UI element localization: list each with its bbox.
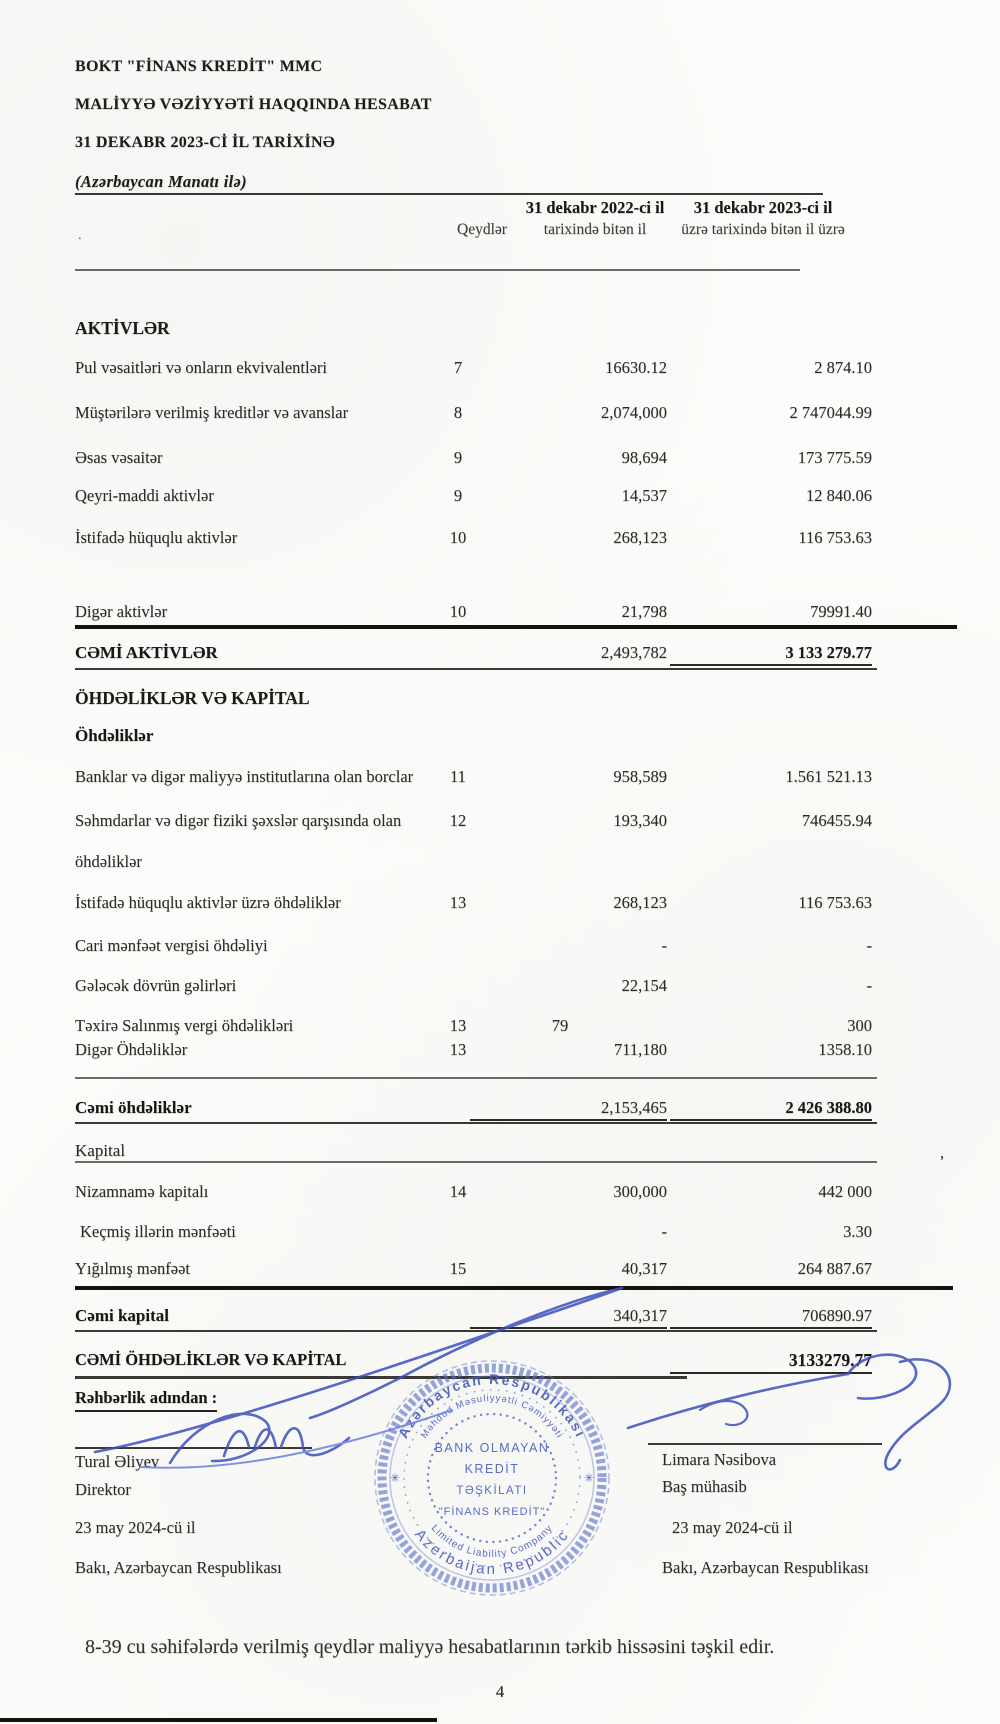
row-note: 9 — [453, 448, 463, 467]
right-signer-title: Baş mühasib — [662, 1477, 747, 1496]
table-row-total-liabilities — [0, 1098, 1000, 1122]
row-note: 15 — [449, 1259, 467, 1278]
col-header-2022-line1: 31 dekabr 2022-ci il — [525, 198, 665, 217]
row-value-2023: 2 426 388.80 — [670, 1098, 872, 1121]
row-note: 10 — [449, 602, 467, 621]
currency-note: (Azərbaycan Manatı ilə) — [75, 172, 247, 191]
stray-comma-mark: , — [940, 1143, 945, 1162]
row-note: 9 — [453, 486, 463, 505]
table-row — [0, 1222, 1000, 1246]
management-label: Rəhbərlik adından : — [75, 1388, 217, 1412]
row-value-2022: 40,317 — [621, 1259, 667, 1278]
left-signer-name: Tural Əliyev — [75, 1452, 160, 1471]
stray-dot-mark: . — [78, 228, 82, 243]
row-value-2022: 2,074,000 — [601, 403, 667, 422]
row-value-2023: - — [866, 936, 872, 955]
col-header-notes: Qeydlər — [457, 221, 507, 238]
row-label: İstifadə hüquqlu aktivlər üzrə öhdəliklər — [75, 893, 341, 912]
table-row — [0, 1259, 1000, 1283]
table-row — [0, 448, 1000, 472]
left-signature-place: Bakı, Azərbaycan Respublikası — [75, 1558, 282, 1577]
row-label: Nizamnamə kapitalı — [75, 1182, 209, 1201]
section-label: AKTİVLƏR — [75, 318, 170, 338]
row-note: 14 — [449, 1182, 467, 1201]
total-equity-top-rule — [75, 1286, 953, 1290]
table-row — [0, 1016, 1000, 1040]
row-value-2023: 442 000 — [818, 1182, 872, 1201]
col-header-2022-line2: tarixində bitən il — [543, 221, 647, 238]
table-row — [0, 1040, 1000, 1064]
subsection-label: Öhdəliklər — [75, 726, 154, 745]
col-header-2023-line2: üzrə tarixində bitən il üzrə — [681, 221, 845, 238]
stamp-center-line4: "FİNANS KREDİT" — [438, 1506, 546, 1518]
page-number: 4 — [495, 1682, 505, 1701]
row-note: 13 — [449, 1040, 467, 1059]
row-note: 11 — [450, 767, 466, 786]
row-value-2022: 14,537 — [621, 486, 667, 505]
row-note: 13 — [449, 893, 467, 912]
row-label: Cəmi kapital — [75, 1306, 169, 1325]
company-name: BOKT "FİNANS KREDİT" MMC — [75, 58, 323, 75]
row-label: Qeyri-maddi aktivlər — [75, 486, 214, 505]
row-label: Əsas vəsaitər — [75, 448, 163, 467]
row-value-2023: 3 133 279.77 — [670, 643, 872, 666]
row-value-2022: 340,317 — [470, 1306, 667, 1329]
row-value-2023: 12 840.06 — [806, 486, 872, 505]
row-label: CƏMİ ÖHDƏLİKLƏR VƏ KAPİTAL — [75, 1350, 347, 1369]
header-rule — [75, 269, 800, 271]
section-label: ÖHDƏLİKLƏR VƏ KAPİTAL — [75, 688, 310, 708]
table-row — [0, 767, 1000, 791]
right-signature-date: 23 may 2024-cü il — [672, 1518, 793, 1537]
total-assets-underline — [75, 668, 877, 670]
right-signature-rule — [648, 1443, 882, 1445]
subsection-label: Kapital — [75, 1141, 126, 1160]
row-label: Cari mənfəət vergisi öhdəliyi — [75, 936, 268, 955]
row-label: öhdəliklər — [75, 852, 142, 871]
liabilities-subtotal-rule — [75, 1077, 877, 1079]
table-row — [0, 602, 1000, 626]
stamp-ring-bottom-inner-text: Limited Liability Company — [428, 1522, 556, 1561]
row-value-2022: 268,123 — [613, 893, 667, 912]
left-signature-rule — [75, 1447, 312, 1449]
row-value-2022: 300,000 — [613, 1182, 667, 1201]
row-label: Cəmi öhdəliklər — [75, 1098, 192, 1117]
equity-heading-underline — [75, 1161, 877, 1163]
row-value-2023: 3133279.77 — [670, 1350, 872, 1374]
row-value-2023: 300 — [847, 1016, 872, 1035]
row-value-2023: 173 775.59 — [797, 448, 872, 467]
row-note: 12 — [449, 811, 467, 830]
row-value-2022: 98,694 — [621, 448, 667, 467]
stamp-dotted-ring — [428, 1414, 556, 1542]
section-liabilities-equity — [0, 688, 1000, 712]
table-row-total-assets — [0, 643, 1000, 667]
row-value-2023: 706890.97 — [670, 1306, 872, 1329]
row-value-2023: 116 753.63 — [798, 893, 872, 912]
table-row-total-equity — [0, 1306, 1000, 1330]
stamp-star-left-icon: ✳ — [389, 1471, 401, 1485]
row-value-2023: 2 874.10 — [814, 358, 872, 377]
row-label: Müştərilərə verilmiş kreditlər və avanslar — [75, 403, 349, 422]
total-equity-underline — [75, 1330, 877, 1332]
row-value-2022: 958,589 — [613, 767, 667, 786]
report-date-line: 31 DEKABR 2023-Cİ İL TARİXİNƏ — [75, 134, 335, 151]
table-row-continuation — [0, 852, 1000, 876]
row-value-2022: 268,123 — [613, 528, 667, 547]
row-note: 7 — [453, 358, 463, 377]
stamp-ring-top-inner-text: Məhdud Məsuliyyətli Cəmiyyəti — [418, 1393, 566, 1441]
row-label: Gələcək dövrün gəlirləri — [75, 976, 237, 995]
table-row — [0, 358, 1000, 382]
row-value-2022: - — [661, 1222, 667, 1241]
table-row — [0, 811, 1000, 835]
left-signer-title: Direktor — [75, 1480, 131, 1499]
row-value-2023: - — [866, 976, 872, 995]
row-label: Pul vəsaitləri və onların ekvivalentləri — [75, 358, 328, 377]
row-value-2023: 1358.10 — [818, 1040, 872, 1059]
stamp-ring-bottom-outer-text: Azerbaijan Republic — [410, 1526, 573, 1578]
subsection-liabilities — [0, 726, 1000, 750]
total-assets-top-rule — [75, 625, 957, 629]
stamp-center-line2: KREDİT — [464, 1462, 520, 1476]
stamp-center-line1: BANK OLMAYAN — [434, 1441, 550, 1455]
stamp-star-right-icon: ✳ — [583, 1471, 595, 1485]
scan-edge-artifact — [0, 1718, 437, 1722]
row-value-2022: 2,153,465 — [470, 1098, 667, 1121]
stamp-center-line3: TƏŞKİLATI — [456, 1485, 528, 1497]
table-row — [0, 1182, 1000, 1206]
row-value-2022: 16630.12 — [605, 358, 667, 377]
row-value-2022: - — [661, 936, 667, 955]
row-value-2022: 2,493,782 — [601, 643, 667, 662]
left-signature-date: 23 may 2024-cü il — [75, 1518, 196, 1537]
table-row — [0, 486, 1000, 510]
row-value-2022: 21,798 — [621, 602, 667, 621]
row-label: Keçmiş illərin mənfəəti — [80, 1222, 236, 1241]
row-value-2023: 264 887.67 — [797, 1259, 872, 1278]
right-signer-name: Limara Nəsibova — [662, 1450, 777, 1469]
row-label: Yığılmış mənfəət — [75, 1259, 191, 1278]
row-value-2022: 79 — [551, 1016, 569, 1035]
footer-note: 8-39 cu səhifələrdə verilmiş qeydlər maliyyə hesabatlarının tərkib hissəsini təşkil edir. — [85, 1636, 775, 1658]
row-label: Digər Öhdəliklər — [75, 1040, 188, 1059]
row-value-2023: 2 747044.99 — [789, 403, 872, 422]
row-value-2023: 116 753.63 — [798, 528, 872, 547]
row-value-2022: 711,180 — [613, 1040, 667, 1059]
row-label: Digər aktivlər — [75, 602, 168, 621]
table-row — [0, 403, 1000, 427]
row-note: 13 — [449, 1016, 467, 1035]
row-label: Banklar və digər maliyyə institutlarına olan borclar — [75, 767, 414, 786]
total-liabilities-underline — [75, 1122, 877, 1124]
col-header-2023-line1: 31 dekabr 2023-ci il — [693, 198, 833, 217]
row-note: 8 — [453, 403, 463, 422]
row-value-2023: 1.561 521.13 — [785, 767, 872, 786]
table-row — [0, 976, 1000, 1000]
table-row — [0, 893, 1000, 917]
table-row — [0, 528, 1000, 552]
right-signature-place: Bakı, Azərbaycan Respublikası — [662, 1558, 869, 1577]
company-round-stamp — [360, 1346, 624, 1610]
row-note: 10 — [449, 528, 467, 547]
row-value-2022: 22,154 — [621, 976, 667, 995]
section-assets — [0, 318, 1000, 342]
row-value-2023: 746455.94 — [801, 811, 872, 830]
row-label: Səhmdarlar və digər fiziki şəxslər qarşısında olan — [75, 811, 402, 830]
row-value-2023: 3.30 — [843, 1222, 872, 1241]
table-row — [0, 936, 1000, 960]
row-label: Təxirə Salınmış vergi öhdəlikləri — [75, 1016, 294, 1035]
row-label: CƏMİ AKTİVLƏR — [75, 643, 218, 662]
currency-underline-rule — [75, 193, 823, 195]
stamp-ring-top-outer-text: Azərbaycan Respublikası — [394, 1370, 590, 1441]
row-label: İstifadə hüquqlu aktivlər — [75, 528, 238, 547]
row-value-2023: 79991.40 — [810, 602, 872, 621]
row-value-2022: 193,340 — [613, 811, 667, 830]
report-title: MALİYYƏ VƏZİYYƏTİ HAQQINDA HESABAT — [75, 96, 432, 113]
